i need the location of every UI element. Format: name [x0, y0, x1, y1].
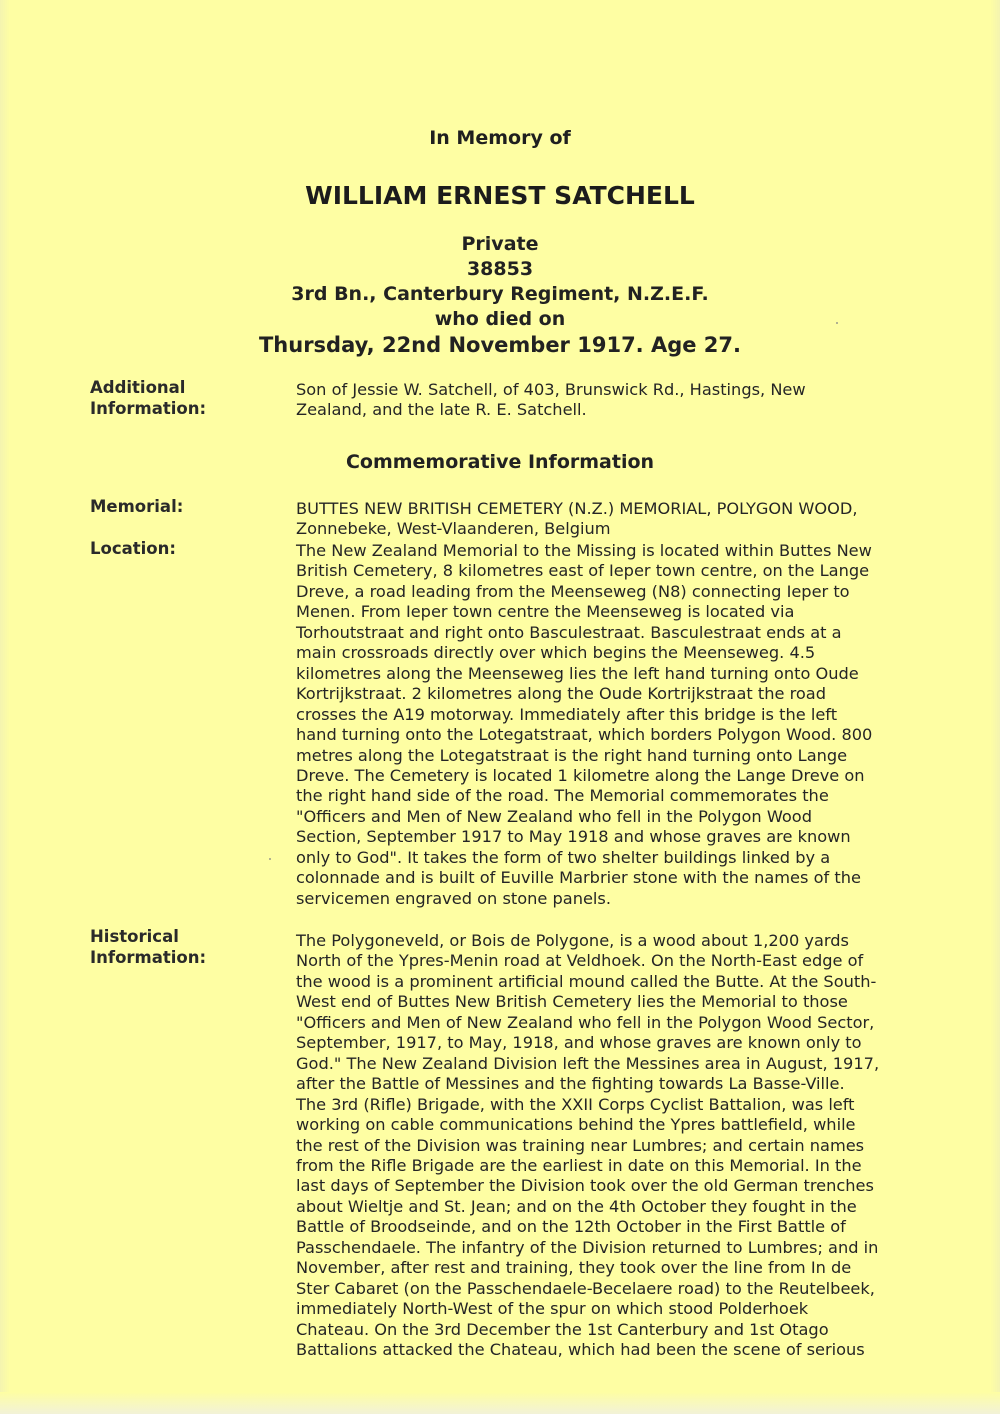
location-text-line: Section, September 1917 to May 1918 and whose graves are known: [296, 827, 851, 847]
historical-text-line: "Officers and Men of New Zealand who fell in the Polygon Wood Sector,: [296, 1012, 875, 1032]
location-text-line: hand turning onto the Lotegatstraat, which borders Polygon Wood. 800: [296, 725, 873, 745]
service-details: [0, 232, 1000, 359]
historical-text-line: working on cable communications behind the Ypres battlefield, while: [296, 1115, 856, 1135]
memorial-text: [296, 499, 916, 540]
location-label: Location:: [90, 539, 176, 558]
location-text-line: main crossroads directly over which begins the Meenseweg. 4.5: [296, 643, 816, 663]
historical-text-line: last days of September the Division took over the old German trenches: [296, 1176, 874, 1196]
historical-text-line: the rest of the Division was training near Lumbres; and certain names: [296, 1135, 865, 1155]
historical-text-line: Passchendaele. The infantry of the Division returned to Lumbres; and in: [296, 1237, 879, 1257]
historical-text-line: the wood is a prominent artificial mound called the Butte. At the South-: [296, 971, 877, 991]
location-text-line: colonnade and is built of Euville Marbrier stone with the names of the: [296, 868, 861, 888]
location-text-line: Kortrijkstraat. 2 kilometres along the Oude Kortrijkstraat the road: [296, 684, 826, 704]
additional-information-text: [296, 380, 916, 421]
location-text-line: British Cemetery, 8 kilometres east of Ieper town centre, on the Lange: [296, 561, 870, 581]
service-number: 38853: [466, 258, 534, 280]
died-on-label: who died on: [434, 308, 566, 330]
location-text-line: Menen. From Ieper town centre the Meenseweg is located via: [296, 602, 795, 622]
location-text-line: crosses the A19 motorway. Immediately after this bridge is the left: [296, 704, 838, 724]
historical-text-line: The Polygoneveld, or Bois de Polygone, is a wood about 1,200 yards: [296, 931, 849, 950]
rank: Private: [461, 233, 539, 255]
in-memory-heading: In Memory of: [429, 127, 571, 149]
historical-text-line: Ster Cabaret (on the Passchendaele-Becelaere road) to the Reutelbeek,: [296, 1278, 875, 1298]
scan-speck: [269, 858, 271, 860]
historical-text-line: immediately North-West of the spur on which stood Polderhoek: [296, 1299, 809, 1319]
location-text-line: only to God". It takes the form of two shelter buildings linked by a: [296, 847, 831, 867]
soldier-name: WILLIAM ERNEST SATCHELL: [305, 181, 695, 210]
historical-text-line: Chateau. On the 3rd December the 1st Canterbury and 1st Otago: [296, 1319, 829, 1339]
location-text-line: metres along the Lotegatstraat is the right hand turning onto Lange: [296, 745, 848, 765]
death-date-age: Thursday, 22nd November 1917. Age 27.: [258, 333, 742, 357]
historical-text-line: West end of Buttes New British Cemetery lies the Memorial to those: [296, 992, 848, 1012]
location-text-line: Dreve. The Cemetery is located 1 kilometre along the Lange Dreve on: [296, 765, 865, 785]
additional-information-label: [90, 377, 260, 419]
location-text-line: servicemen engraved on stone panels.: [296, 888, 611, 908]
memorial-label: Memorial:: [90, 497, 184, 516]
historical-information-text: [296, 931, 916, 1361]
location-text-line: the right hand side of the road. The Memorial commemorates the: [296, 786, 829, 806]
historical-text-line: about Wieltje and St. Jean; and on the 4th October they fought in the: [296, 1196, 857, 1216]
location-text-line: kilometres along the Meenseweg lies the left hand turning onto Oude: [296, 663, 859, 683]
location-text-line: "Officers and Men of New Zealand who fell in the Polygon Wood: [296, 806, 812, 826]
commemorative-information-heading: Commemorative Information: [345, 451, 655, 473]
location-text: [296, 541, 916, 909]
historical-information-label: [90, 926, 260, 968]
location-text-line: Dreve, a road leading from the Meenseweg (N8) connecting Ieper to: [296, 581, 850, 601]
historical-text-line: after the Battle of Messines and the fighting towards La Basse-Ville.: [296, 1074, 845, 1094]
additional-text-line: Zealand, and the late R. E. Satchell.: [296, 400, 587, 420]
historical-text-line: North of the Ypres-Menin road at Veldhoek. On the North-East edge of: [296, 951, 864, 971]
additional-label-line-1: Additional: [90, 378, 186, 397]
historical-text-line: September, 1917, to May, 1918, and whose graves are known only to: [296, 1033, 862, 1053]
historical-text-line: The 3rd (Rifle) Brigade, with the XXII Corps Cyclist Battalion, was left: [296, 1094, 855, 1114]
historical-text-line: Battle of Broodseinde, and on the 12th October in the First Battle of: [296, 1217, 846, 1237]
memorial-header: [0, 125, 1000, 359]
location-text-line: The New Zealand Memorial to the Missing is located within Buttes New: [296, 541, 872, 560]
historical-text-line: November, after rest and training, they took over the line from In de: [296, 1258, 852, 1278]
scan-speck: [836, 322, 838, 324]
memorial-text-line: BUTTES NEW BRITISH CEMETERY (N.Z.) MEMORIAL, POLYGON WOOD,: [296, 499, 858, 518]
additional-text-line: Son of Jessie W. Satchell, of 403, Brunswick Rd., Hastings, New: [296, 380, 806, 399]
unit: 3rd Bn., Canterbury Regiment, N.Z.E.F.: [291, 283, 709, 305]
additional-label-line-2: Information:: [90, 399, 207, 418]
historical-text-line: God." The New Zealand Division left the Messines area in August, 1917,: [296, 1053, 880, 1073]
page-bottom-edge: [0, 1392, 1000, 1414]
location-text-line: Torhoutstraat and right onto Basculestraat. Basculestraat ends at a: [296, 622, 842, 642]
memorial-text-line: Zonnebeke, West-Vlaanderen, Belgium: [296, 519, 611, 539]
historical-label-line-2: Information:: [90, 948, 207, 967]
historical-text-line: from the Rifle Brigade are the earliest in date on this Memorial. In the: [296, 1155, 862, 1175]
historical-text-line: Battalions attacked the Chateau, which had been the scene of serious: [296, 1340, 865, 1360]
historical-label-line-1: Historical: [90, 927, 179, 946]
